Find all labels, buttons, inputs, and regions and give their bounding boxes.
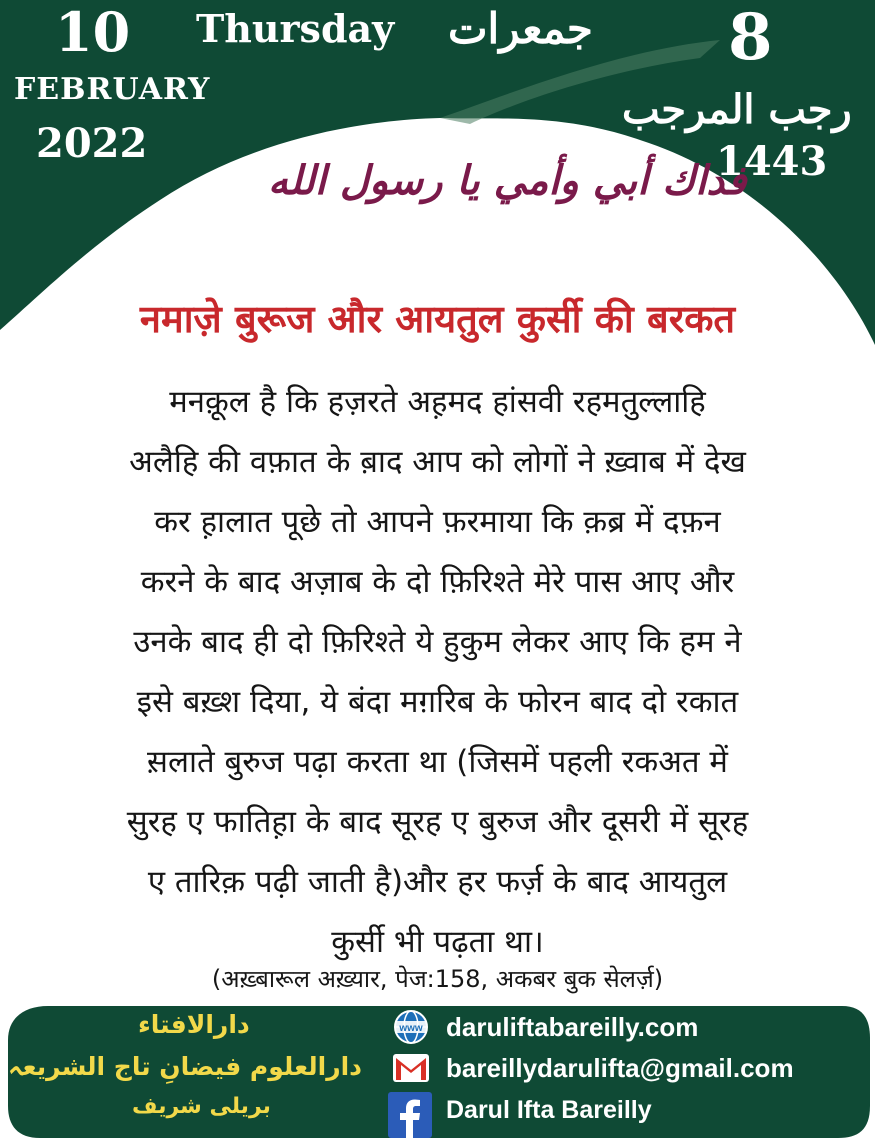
- body-line: कुर्सी भी पढ़ता था।: [331, 924, 544, 960]
- article-body: [30, 372, 845, 972]
- body-line: कर ह़ालात पूछे तो आपने फ़रमाया कि क़ब्र में दफ़न: [154, 504, 721, 540]
- weekday-english: Thursday: [196, 6, 395, 51]
- footer-urdu-city: بریلی شریف: [132, 1094, 271, 1119]
- source-citation: (अख़्बारूल अख़्यार, पेज:158, अकबर बुक सेलर्ज़): [211, 965, 664, 993]
- facebook-icon: [388, 1092, 432, 1138]
- gregorian-month: FEBRUARY: [14, 72, 211, 107]
- body-line: ए तारिक़ पढ़ी जाती है)और हर फर्ज़ के बाद आयतुल: [147, 864, 728, 900]
- footer-urdu-darulifta: دارالافتاء: [138, 1010, 250, 1039]
- body-line: मनक़ूल है कि हज़रते अह़मद हांसवी रहमतुल्लाहि: [169, 384, 706, 420]
- arabic-calligraphy: فداك أبي وأمي يا رسول الله: [268, 158, 747, 204]
- gregorian-year: 2022: [36, 120, 148, 167]
- gregorian-day: 10: [55, 0, 131, 64]
- body-line: करने के बाद अज़ाब के दो फ़िरिश्ते मेरे पास आए और: [140, 564, 735, 600]
- body-line: सुरह ए फातिह़ा के बाद सूरह ए बुरुज और दूसरी में सूरह: [126, 804, 749, 840]
- footer-urdu-institution: دارالعلوم فیضانِ تاج الشریعہ: [8, 1052, 362, 1081]
- hijri-year: 1443: [716, 138, 828, 185]
- body-line: स़लाते बुरुज पढ़ा करता था (जिसमें पहली रकअत में: [147, 744, 728, 780]
- body-line: उनके बाद ही दो फ़िरिश्ते ये हुकुम लेकर आए कि हम ने: [133, 624, 742, 660]
- gmail-icon: [392, 1051, 430, 1085]
- email-link[interactable]: bareillydarulifta@gmail.com: [446, 1053, 794, 1083]
- www-globe-icon: [392, 1009, 430, 1045]
- hijri-day: 8: [728, 0, 773, 75]
- body-line: इसे बख़्श दिया, ये बंदा मग़रिब के फोरन बाद दो रकात: [136, 684, 739, 720]
- website-link[interactable]: daruliftabareilly.com: [446, 1012, 699, 1042]
- body-line: अलैहि की वफ़ात के ब़ाद आप को लोगों ने ख़्वाब में देख: [129, 444, 746, 480]
- svg-text:www: www: [399, 1023, 423, 1034]
- hijri-month: رجب المرجب: [622, 86, 852, 133]
- facebook-link[interactable]: Darul Ifta Bareilly: [446, 1096, 652, 1124]
- weekday-urdu: جمعرات: [448, 4, 593, 53]
- article-title: नमाज़े बुरूज और आयतुल कुर्सी की बरकत: [139, 297, 736, 341]
